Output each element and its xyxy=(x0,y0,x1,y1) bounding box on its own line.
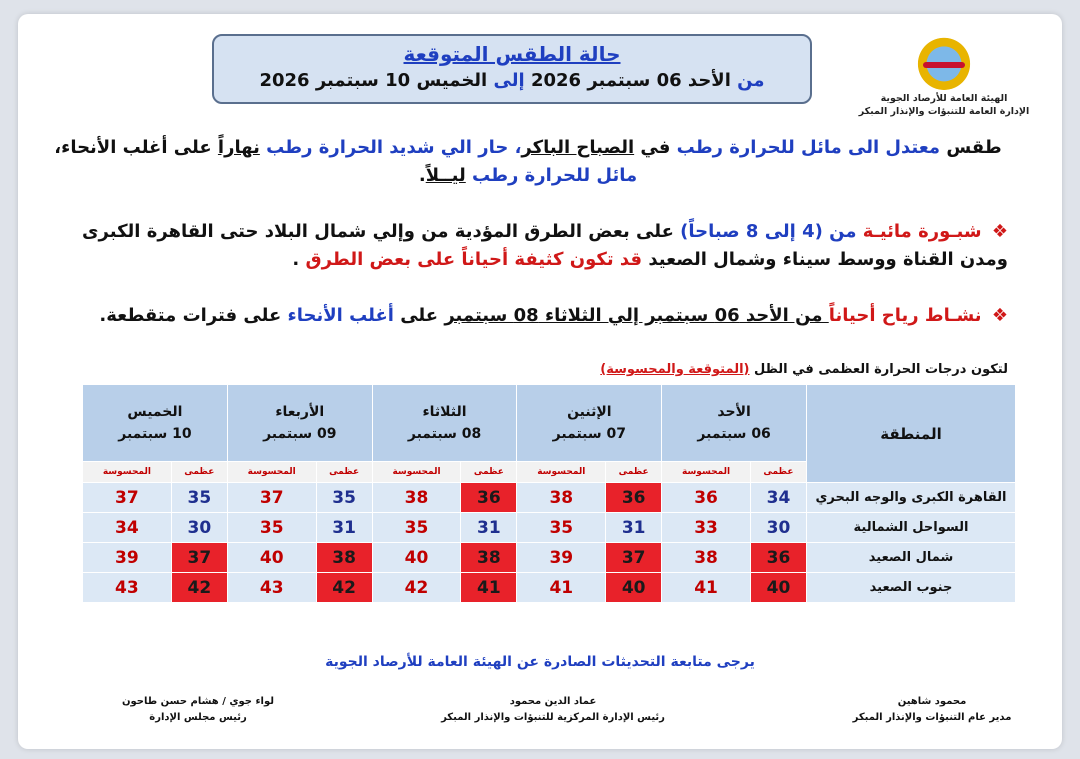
max-temp-cell: 34 xyxy=(750,483,806,513)
felt-temp-cell: 37 xyxy=(83,483,172,513)
max-temp-cell: 41 xyxy=(461,573,517,603)
org-name: الهيئة العامة للأرصاد الجوية الإدارة العامة للتنبؤات والإنذار المبكر xyxy=(858,93,1030,117)
region-header: المنطقة xyxy=(807,385,1016,483)
max-temp-cell: 36 xyxy=(461,483,517,513)
max-temp-cell: 37 xyxy=(171,543,227,573)
org-logo xyxy=(854,32,1034,118)
max-temp-cell: 38 xyxy=(316,543,372,573)
region-name: جنوب الصعيد xyxy=(807,573,1016,603)
max-temp-cell: 37 xyxy=(606,543,662,573)
max-temp-cell: 30 xyxy=(750,513,806,543)
felt-temp-cell: 40 xyxy=(372,543,461,573)
max-temp-cell: 36 xyxy=(606,483,662,513)
temperature-table xyxy=(82,384,1016,603)
max-label: عظمى xyxy=(750,462,806,483)
table-row xyxy=(83,543,1016,573)
max-temp-cell: 36 xyxy=(750,543,806,573)
table-row xyxy=(83,483,1016,513)
table-row xyxy=(83,573,1016,603)
felt-temp-cell: 43 xyxy=(83,573,172,603)
max-temp-cell: 31 xyxy=(606,513,662,543)
fog-warning: ❖ شبـورة مائيـة من (4 إلى 8 صباحاً) على بعض الطرق المؤدية من وإلي شمال البلاد حتى القاهرة الكبرى ومدن القناة ووسط سيناء وشمال الصعيد قد تكون كثيفة أحياناً على بعض الطرق . xyxy=(82,221,1008,270)
max-temp-cell: 35 xyxy=(171,483,227,513)
signature-block: محمود شاهين مدير عام التنبؤات والإنذار المبكر xyxy=(852,696,1012,723)
region-name: السواحل الشمالية xyxy=(807,513,1016,543)
max-temp-cell: 42 xyxy=(171,573,227,603)
day-header: الإثنين 07 سبتمبر xyxy=(517,385,662,462)
region-name: القاهرة الكبرى والوجه البحري xyxy=(807,483,1016,513)
felt-label: المحسوسة xyxy=(517,462,606,483)
felt-temp-cell: 36 xyxy=(662,483,751,513)
felt-temp-cell: 35 xyxy=(372,513,461,543)
felt-temp-cell: 41 xyxy=(517,573,606,603)
signature-block: عماد الدين محمود رئيس الإدارة المركزية للتنبؤات والإنذار المبكر xyxy=(441,696,665,723)
day-header: الثلاثاء 08 سبتمبر xyxy=(372,385,517,462)
max-temp-cell: 35 xyxy=(316,483,372,513)
table-caption: لتكون درجات الحرارة العظمى في الظل (المتوقعة والمحسوسة) xyxy=(600,362,1008,377)
felt-label: المحسوسة xyxy=(662,462,751,483)
max-temp-cell: 42 xyxy=(316,573,372,603)
felt-temp-cell: 38 xyxy=(517,483,606,513)
date-range: من الأحد 06 سبتمبر 2026 إلى الخميس 10 سبتمبر 2026 xyxy=(259,70,765,91)
day-header: الخميس 10 سبتمبر xyxy=(83,385,228,462)
wind-warning: ❖ نشـاط رياح أحياناً من الأحد 06 سبتمبر إلي الثلاثاء 08 سبتمبر على أغلب الأنحاء على فترات متقطعة. xyxy=(99,305,1008,326)
table-row xyxy=(83,513,1016,543)
max-label: عظمى xyxy=(316,462,372,483)
day-header: الأحد 06 سبتمبر xyxy=(662,385,807,462)
max-temp-cell: 31 xyxy=(316,513,372,543)
felt-temp-cell: 43 xyxy=(227,573,316,603)
felt-temp-cell: 37 xyxy=(227,483,316,513)
felt-temp-cell: 42 xyxy=(372,573,461,603)
felt-label: المحسوسة xyxy=(372,462,461,483)
felt-temp-cell: 35 xyxy=(227,513,316,543)
diamond-bullet-icon: ❖ xyxy=(991,305,1008,326)
max-temp-cell: 31 xyxy=(461,513,517,543)
felt-temp-cell: 38 xyxy=(662,543,751,573)
max-temp-cell: 40 xyxy=(606,573,662,603)
felt-label: المحسوسة xyxy=(227,462,316,483)
page-title: حالة الطقس المتوقعة xyxy=(403,42,621,66)
follow-note: يرجى متابعة التحديثات الصادرة عن الهيئة العامة للأرصاد الجوية xyxy=(325,654,755,670)
forecast-sheet xyxy=(18,14,1062,749)
felt-temp-cell: 39 xyxy=(83,543,172,573)
max-temp-cell: 30 xyxy=(171,513,227,543)
felt-temp-cell: 34 xyxy=(83,513,172,543)
max-label: عظمى xyxy=(171,462,227,483)
felt-label: المحسوسة xyxy=(83,462,172,483)
diamond-bullet-icon: ❖ xyxy=(991,221,1008,242)
max-label: عظمى xyxy=(606,462,662,483)
day-header: الأربعاء 09 سبتمبر xyxy=(227,385,372,462)
region-name: شمال الصعيد xyxy=(807,543,1016,573)
meteorology-emblem-icon xyxy=(915,32,973,90)
max-temp-cell: 40 xyxy=(750,573,806,603)
max-temp-cell: 38 xyxy=(461,543,517,573)
signature-block: لواء جوي / هشام حسن طاحون رئيس مجلس الإدارة xyxy=(121,696,275,723)
felt-temp-cell: 38 xyxy=(372,483,461,513)
felt-temp-cell: 40 xyxy=(227,543,316,573)
felt-temp-cell: 35 xyxy=(517,513,606,543)
max-label: عظمى xyxy=(461,462,517,483)
felt-temp-cell: 33 xyxy=(662,513,751,543)
general-forecast: طقس معتدل الى مائل للحرارة رطب في الصباح الباكر، حار الي شديد الحرارة رطب نهاراً على أغلب الأنحاء، مائل للحرارة رطب ليــلاً. xyxy=(54,137,1002,186)
felt-temp-cell: 39 xyxy=(517,543,606,573)
title-box xyxy=(212,34,812,104)
felt-temp-cell: 41 xyxy=(662,573,751,603)
